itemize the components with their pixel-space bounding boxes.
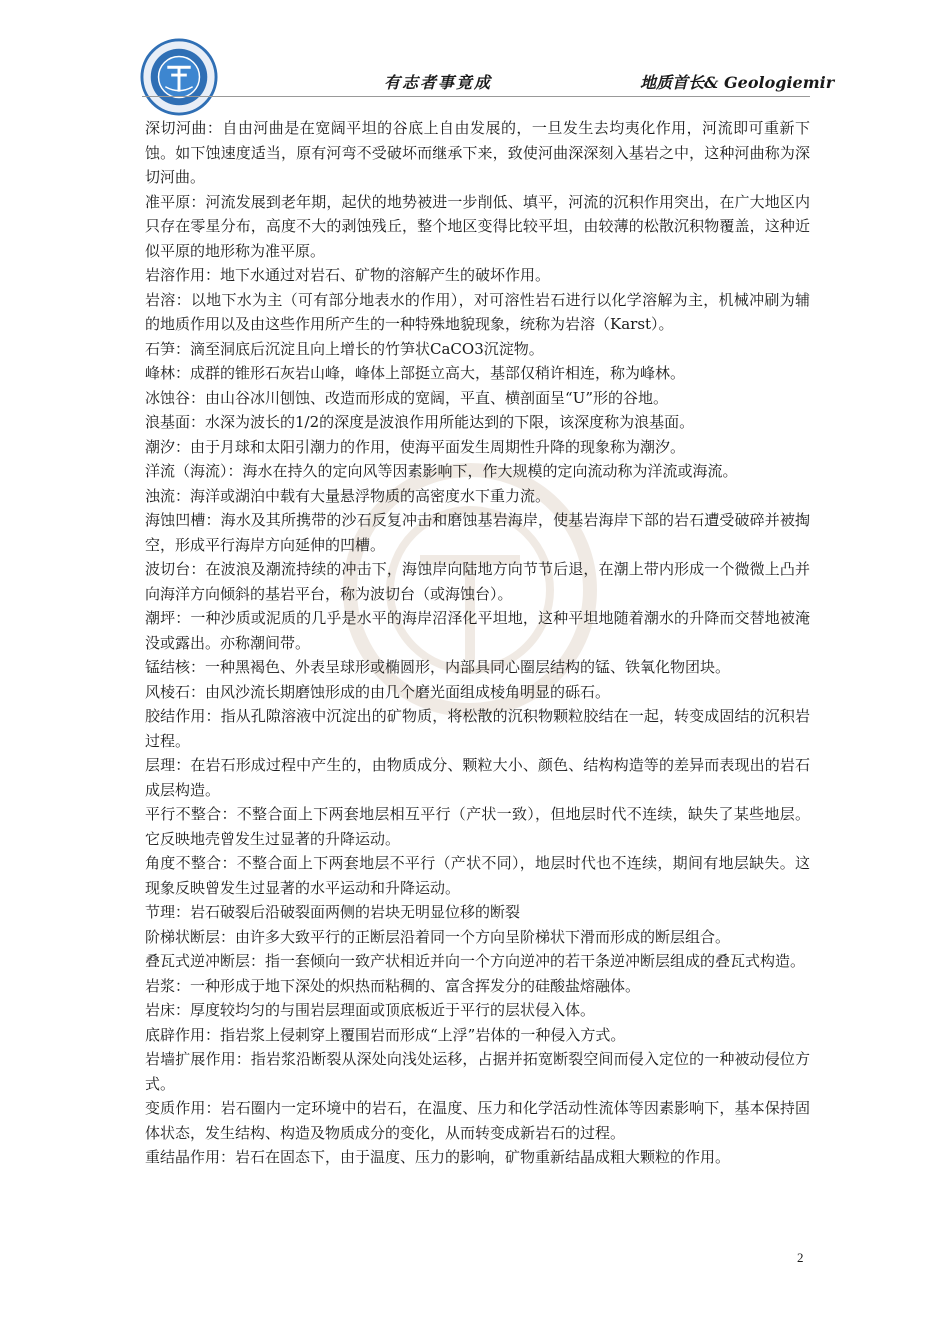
glossary-entry: 平行不整合：不整合面上下两套地层相互平行（产状一致），但地层时代不连续，缺失了某些地层。它反映地壳曾发生过显著的升降运动。	[145, 805, 810, 848]
glossary-entry: 浪基面：水深为波长的1/2的深度是波浪作用所能达到的下限，该深度称为浪基面。	[145, 413, 695, 431]
glossary-entry: 锰结核：一种黑褐色、外表呈球形或椭圆形，内部具同心圈层结构的锰、铁氧化物团块。	[145, 658, 731, 676]
glossary-entry: 胶结作用：指从孔隙溶液中沉淀出的矿物质，将松散的沉积物颗粒胶结在一起，转变成固结的沉积岩过程。	[145, 707, 810, 750]
glossary-entry: 岩浆：一种形成于地下深处的炽热而粘稠的、富含挥发分的硅酸盐熔融体。	[145, 976, 641, 995]
header-divider	[142, 96, 810, 97]
glossary-entry: 角度不整合：不整合面上下两套地层不平行（产状不同），地层时代也不连续，期间有地层缺失。这现象反映曾发生过显著的水平运动和升降运动。	[145, 854, 810, 897]
glossary-entry: 重结晶作用：岩石在固态下，由于温度、压力的影响，矿物重新结晶成粗大颗粒的作用。	[145, 1148, 731, 1166]
header-motto: 有志者事竟成	[384, 73, 493, 92]
glossary-entry: 岩溶：以地下水为主（可有部分地表水的作用），对可溶性岩石进行以化学溶解为主，机械冲刷为辅的地质作用以及由这些作用所产生的一种特殊地貌现象，统称为岩溶（Karst）。	[145, 290, 810, 333]
page-number: 2	[797, 1250, 804, 1265]
glossary-content	[145, 116, 810, 1170]
glossary-entry: 潮汐：由于月球和太阳引潮力的作用，使海平面发生周期性升降的现象称为潮汐。	[145, 437, 686, 456]
header-brand: 地质首长& Geologiemir	[640, 73, 835, 92]
glossary-entry: 石笋：滴至洞底后沉淀且向上增长的竹笋状CaCO3沉淀物。	[145, 339, 544, 358]
glossary-entry: 叠瓦式逆冲断层：指一套倾向一致产状相近并向一个方向逆冲的若干条逆冲断层组成的叠瓦式构造。	[145, 952, 806, 970]
glossary-entry: 洋流（海流）：海水在持久的定向风等因素影响下，作大规模的定向流动称为洋流或海流。	[145, 462, 738, 480]
glossary-entry: 岩溶作用：地下水通过对岩石、矿物的溶解产生的破坏作用。	[145, 266, 551, 284]
glossary-entry: 峰林：成群的锥形石灰岩山峰，峰体上部挺立高大，基部仅稍许相连，称为峰林。	[145, 364, 686, 382]
glossary-entry: 岩墙扩展作用：指岩浆沿断裂从深处向浅处运移，占据并拓宽断裂空间而侵入定位的一种被动侵位方式。	[145, 1050, 810, 1093]
glossary-entry: 准平原：河流发展到老年期，起伏的地势被进一步削低、填平，河流的沉积作用突出，在广大地区内只存在零星分布，高度不大的剥蚀残丘，整个地区变得比较平坦，由较薄的松散沉积物覆盖，这种近似平原的地形称为准平原。	[145, 192, 810, 260]
glossary-entry: 阶梯状断层：由许多大致平行的正断层沿着同一个方向呈阶梯状下滑而形成的断层组合。	[145, 927, 731, 946]
glossary-entry: 层理：在岩石形成过程中产生的，由物质成分、颗粒大小、颜色、结构构造等的差异而表现出的岩石成层构造。	[145, 756, 810, 799]
glossary-entry: 节理：岩石破裂后沿破裂面两侧的岩块无明显位移的断裂	[145, 903, 521, 921]
glossary-entry: 海蚀凹槽：海水及其所携带的沙石反复冲击和磨蚀基岩海岸，使基岩海岸下部的岩石遭受破碎并被掏空，形成平行海岸方向延伸的凹槽。	[145, 511, 810, 554]
university-emblem-icon	[140, 38, 218, 116]
glossary-entry: 岩床：厚度较均匀的与围岩层理面或顶底板近于平行的层状侵入体。	[145, 1001, 596, 1019]
glossary-entry: 波切台：在波浪及潮流持续的冲击下，海蚀岸向陆地方向节节后退，在潮上带内形成一个微微上凸并向海洋方向倾斜的基岩平台，称为波切台（或海蚀台）。	[145, 560, 810, 603]
glossary-entry: 变质作用：岩石圈内一定环境中的岩石，在温度、压力和化学活动性流体等因素影响下，基本保持固体状态，发生结构、构造及物质成分的变化，从而转变成新岩石的过程。	[145, 1099, 810, 1142]
glossary-entry: 浊流：海洋或湖泊中载有大量悬浮物质的高密度水下重力流。	[145, 486, 551, 505]
glossary-entry: 潮坪：一种沙质或泥质的几乎是水平的海岸沼泽化平坦地，这种平坦地随着潮水的升降而交替地被淹没或露出。亦称潮间带。	[145, 609, 810, 652]
glossary-entry: 底辟作用：指岩浆上侵刺穿上覆围岩而形成“上浮”岩体的一种侵入方式。	[145, 1025, 626, 1044]
glossary-entry: 冰蚀谷：由山谷冰川刨蚀、改造而形成的宽阔，平直、横剖面呈“U”形的谷地。	[145, 388, 668, 407]
page-header	[0, 0, 950, 118]
glossary-entry: 深切河曲：自由河曲是在宽阔平坦的谷底上自由发展的，一旦发生去均夷化作用，河流即可重新下蚀。如下蚀速度适当，原有河弯不受破坏而继承下来，致使河曲深深刻入基岩之中，这种河曲称为深切河曲。	[145, 119, 810, 186]
glossary-entry: 风棱石：由风沙流长期磨蚀形成的由几个磨光面组成棱角明显的砾石。	[145, 682, 611, 701]
